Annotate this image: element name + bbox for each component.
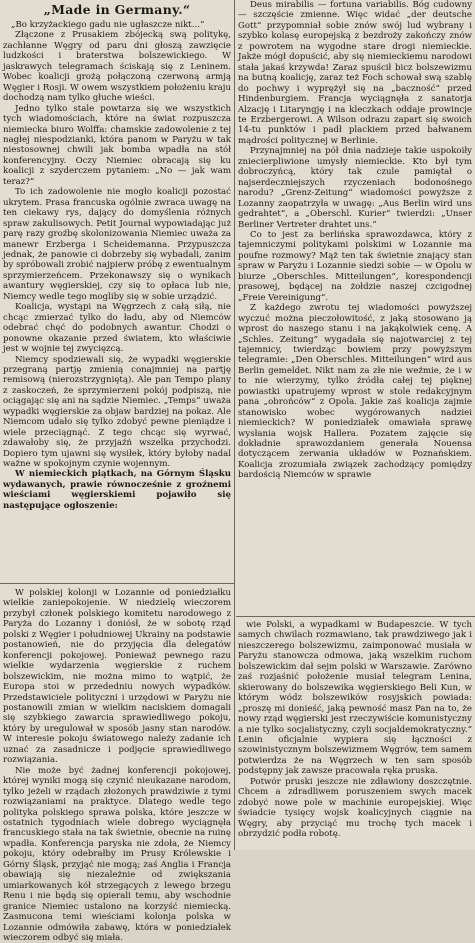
paragraph: Przynajmniej na pół dnia nadzieje takie uspokoiły zniecierpliwione umysły niemieckie. Kto był tym dobroczyńcą, który tak czule pamiętał o najserdeczniejszych rzyczeniach bodonośnego narodu? „Grenz-Zeitung“ wiadomości powyższe z Lozanny zaopatrzyła w uwagę: „Aus Berlin wird uns gedrahtet“, a „Oberschl. Kurier“ twierdzi: „Unser Berliner Vertreter drahtet uns.“ bbox=[238, 146, 472, 230]
paragraph: Z każdego zwrotu tej wiadomości powyższej wyczuć można pieczołowitość, z jaką stosowano ją wprost do naszego stanu i na jakąkolwiek cenę. A „Schles. Zeitung“ wygadała się najotwarciej z tej tajemnicy, twierdząc bowiem przy powyższym telegramie: „Den Oberschles. Mitteilungen“ wird aus Berlin gemeldet. Nikt nam za złe nie weźmie, że i w to nie wierzymy, tylko źródła całej tej pięknej powiastki upatrujemy wprost w stole redakcyjnym pana „obrońców“ z Opola. Jakie zaś koalicja zajmie stanowisko wobec wygórowanych nadziei niemieckich? W poniedziałek omawiała sprawę wysłania wojsk Hallera. Pozatem zajęcie się dokładnie sprawozdaniem generała Nouensa dotyczącem zerwania układów w Poznańskiem. Koalicja zrozumiała związek zachodzący pomiędzy bardością Niemców w sprawie bbox=[238, 303, 472, 481]
paragraph: W niemieckich piątkach, na Górnym Śląsku wydawanych, prawie równocześnie z groźnemi wieściami węgierskiemi pojawiło się następujące ogłoszenie: bbox=[3, 469, 231, 511]
paragraph: To ich zadowolenie nie mogło koalicji pozostać ukrytem. Prasa francuska ogólnie zwraca uwagę na ten ciekawy rys, dający do domyślenia różnych spraw zakulisowych. Petit Journal wypowiadając już parę razy groźbę skolonizowania Niemiec uważa za manewr Erzberga i Scheidemanna. Przypuszcza jednak, że panowie ci dobrzeby się wybadali, zanim by spróbowali zrobić najpierw próbę z ewentualnym sprzymierzeńcem. Przekonawszy się o wynikach awantury węgierskiej, czy się to opłaca lub nie, Niemcy wedle tego mogliby się w sobie urządzić. bbox=[3, 187, 231, 302]
right-top-column bbox=[238, 0, 472, 612]
paragraph: wie Polski, a wypadkami w Budapeszcie. W tych samych chwilach rozmawiano, tak prawdziwego jak i nieszczerego bolszewizmu, zaimponować musiała w Paryżu stanowcza odmowa, jaką wszelkim ruchom bolszewickim dał sejm polski w Warszawie. Zarówno zaś rozjaśnić położenie musiał telegram Lenina, skierowany do bolszewika węgierskiego Beli Kun, w którym wódz bolszewików rosyjskich powiada: „proszę mi donieść, jaką pewność masz Pan na to, że nowy rząd węgierski jest rzeczywiście komunistyczny a nie tylko socjalistyczny, czyli socjaldemokratyczny.“ Lenin oficjalnie wypiera się łączności z szowinistycznym bolszewizmem Węgrów, tem samem potwierdza że na Węgrzech w ten sam sposób podstępny jak zawsze pracowała ręka pruska. bbox=[238, 620, 472, 777]
paragraph: Niemcy spodziewali się, że wypadki węgierskie przegraną partję zmienią conajmniej na partję remisową (nierozstrzygniętą). Ale pan Tempo plany z zaskoczeń, że sprzymierzeni pokój podpiszą, nie ociągając się ani na sądzie Niemiec. „Temps“ uważa wypadki węgierskie za objaw bardziej na pokaz. Ale Niemcom udało się tylko zdobyć pewne pieniądze i wiele przeciągnąć. Z tego chcąc się wyrwać, zdawałoby się, że przyjaźń wszelka przychodzi. Dopiero tym ujawni się wysiłek, który byłoby nadal ważne w spokojnym czynie wojennym. bbox=[3, 354, 231, 470]
left-bottom-column bbox=[3, 588, 231, 943]
paragraph: Złączone z Prusakiem zbójecką swą politykę, zachłanne Węgry od paru dni głoszą zawzięcie ludzkości i braterstwa bolszewickiego. W jaskrawych telegramach ściskają się z Leninem. Wobec koalicji grożą połączoną czerwoną armją Węgier i Rosji. W owem wszystkiem położeniu kraju dochodzą nam tylko głuche wieści. bbox=[3, 30, 231, 104]
paragraph: Co to jest za berlińska sprawozdawca, który z tajemniczymi politykami polskimi w Lozannie ma poufne rozmowy? Mąż ten tak świetnie znający stan spraw w Paryżu i Lozannie siedzi sobie — w Opolu w biurze „Oberschles. Mitteilungen“, korespondencji prasowej, będącej na żołdzie naszej czcigodnej „Freie Vereinigung“. bbox=[238, 229, 472, 303]
paragraph: Potwór pruski jeszcze nie zdławiony doszczętnie. Chcem a zdradliwem poruszeniem swych macek zdobyć nowe pole w machinie europejskiej. Więc świadcie tysięcy wojsk koalicyjnych ciągnie na Węgry, aby przyciąć mu trochę tych macek i obrzydzić podła robotę. bbox=[238, 776, 472, 840]
paragraph: Deus mirabilis — fortuna variabilis. Bóg cudowny — szczęście zmienne. Więc widać „der deutsche Gott“ przypomniał sobie znów swój lud wybrany i szybko kolasę europejską z bezdroży zakończy znów z powrotem na wygodne stare drogi niemieckie. Jakże mógł dopuścić, aby się niemieckiemu narodowi stała jakaś krzywda! Zaraz spuścił bicz bolszewizmu na butną koalicję, zaraz też Foch schował swą szablę do pochwy i wyprężył się na „baczność“ przed Hindenburgiem. Francja wyciągnęła z sanatorja Alzację i Litaryngję i na kleczkach oddaje prowincje te Erzbergerowi. A Wilson odrazu zapart się swoich 14-tu punktów i padł plackiem przed bałwanem mądrości politycznej w Berlinie. bbox=[238, 0, 472, 146]
right-bottom-column bbox=[238, 620, 472, 850]
paragraph: Koalicja, wystąpi na Węgrzech z całą siłą, nie chcąc zmierzać tylko do ładu, aby od Niemców odebrać chęć do podobnych awantur. Chodzi o ponowne okazanie przed światem, kto właściwie jest w wojnie tej zwycięzcą. bbox=[3, 302, 231, 355]
column-divider bbox=[234, 0, 235, 850]
paragraph: W polskiej kolonji w Lozannie od poniedziałku wielkie zaniepokojenie. W niedzielę wieczorem przybył członek polskiego komitetu narodowego z Paryża do Lozanny i doniósł, że w sobotę rząd polski z Węgier i południowej Ukrainy na podstawie postanowień, nie do przyjęcia dla delegatów konferencji pokojowej. Ponieważ pewnego razu wielkie wydarzenia węgierskie z ruchem bolszewickim, nie można mimo to wątpić, że Europa stoi w przededniu nowych wypadków. Przedstawiciele polityczni i urzędowi w Paryżu nie postanowili zmian w wielkim naciskiem domagali się szybkiego zawarcia sprawiedliwego pokoju, który by uregulował w sposób jasny stan narodów. W interesie pokoju światowego należy zadanie ich uznać za zasadnicze i podjęcie sprawiedliwego rozwiązania. bbox=[3, 588, 231, 766]
epigraph: „Bo krzyżackiego gadu nie ugłaszcze nikt...“ bbox=[11, 20, 205, 30]
paragraph: Jedno tylko stale powtarza się we wszystkich tych wiadomościach, które na świat rozpuszcza niemiecka biuro Wolffa: chamskie zadowolenie z tej nagłej niespodzianki, która panom w Paryżu w tak niestosownej chwili jak bomba wpadła na stół konferencyjny. Oczy Niemiec obracają się ku koalicji z szyderczem pytaniem: „No — jak wam teraz?“ bbox=[3, 103, 231, 187]
paragraph: Nie może być żadnej konferencji pokojowej, której wyniki mogą się czynić nieukazane narodom, tylko jeżeli w rządach złożonych prawdziwie z tymi rozwiązaniami na praktyce. Dlatego wedle tego polityka polskiego sprawa polska, które jeszcze w ostatnich tygodniach wiele dobrego wyciągnęła francuskiego stała na tak świetnie, obecnie na ruinę wpadła. Konferencja paryska nie zdoła, że Niemcy pokoju, który odebrałby im Prusy Królewskie i Górny Śląsk, przyjąć nie mogą; zaś Anglia i Francja obawiają się niezależnie od zwiększania umiarkowanych kół strzegących z lewego brzegu Renu i nie będą się opierali temu, aby wschodnie granice Niemiec ustalono na korzyść niemiecką. Zasmucona temi wieściami kolonja polska w Lozannie odmówiła zabawę, która w poniedziałek wieczorem odbyć się miała. bbox=[3, 765, 231, 943]
article-title: „Made in Germany.“ bbox=[43, 2, 191, 17]
section-divider-right bbox=[236, 616, 475, 617]
